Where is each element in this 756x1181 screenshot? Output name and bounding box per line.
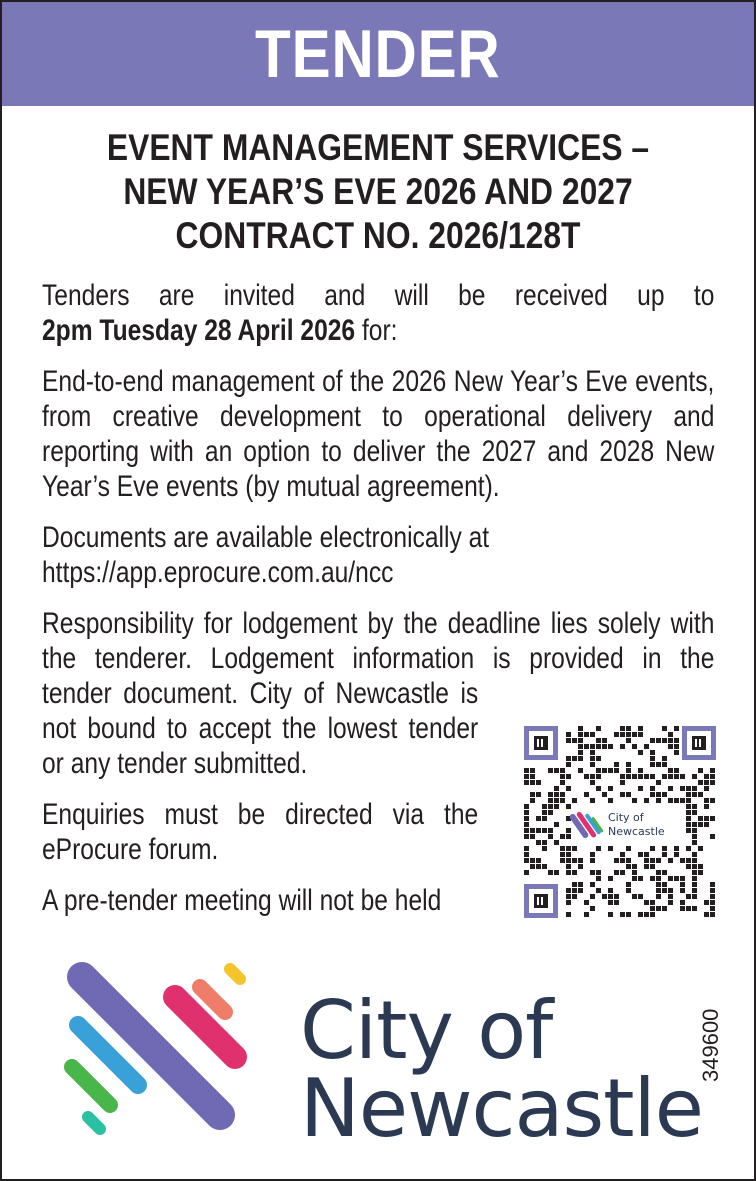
- documents-paragraph: [42, 520, 714, 590]
- responsibility-text-narrow: tender document. City of Newcastle is not bound to accept the lowest tender or any tender submitted.: [42, 677, 479, 780]
- wordmark-line-2: Newcastle: [300, 1062, 703, 1155]
- qr-code-icon[interactable]: [522, 724, 718, 920]
- qr-label-line-2: Newcastle: [608, 825, 665, 838]
- responsibility-text-wide: Responsibility for lodgement by the deadline lies solely with the tenderer. Lodgement information is provided in the: [42, 607, 715, 675]
- invitation-paragraph: [42, 278, 714, 348]
- city-of-newcastle-wordmark: [300, 984, 703, 1155]
- deadline-text: 2pm Tuesday 28 April 2026: [42, 314, 356, 347]
- enquiries-paragraph: Enquiries must be directed via the eProcure forum.: [42, 798, 479, 866]
- tender-headline: [2, 126, 754, 258]
- invitation-intro: Tenders are invited and will be received up to: [42, 279, 715, 312]
- documents-text: Documents are available electronically at: [42, 521, 490, 554]
- banner-title: TENDER: [255, 16, 501, 92]
- tender-banner: [2, 2, 754, 106]
- wordmark-line-1: City of: [300, 984, 553, 1077]
- headline-line-3: CONTRACT NO. 2026/128T: [175, 215, 581, 256]
- qr-label-line-1: City of: [608, 811, 644, 824]
- meeting-paragraph: A pre-tender meeting will not be held: [42, 884, 442, 917]
- scope-paragraph: End-to-end management of the 2026 New Year’s Eve events, from creative development to operational delivery and reporting with an option to deliver the 2027 and 2028 New Year’s Eve events (by mutual agreement).: [42, 365, 715, 503]
- deadline-suffix: for:: [355, 314, 398, 347]
- eprocure-link[interactable]: https://app.eprocure.com.au/ncc: [42, 556, 394, 589]
- city-of-newcastle-logo-icon: [60, 957, 260, 1147]
- headline-line-1: EVENT MANAGEMENT SERVICES –: [106, 127, 650, 168]
- reference-number: 349600: [698, 1008, 723, 1082]
- headline-line-2: NEW YEAR’S EVE 2026 AND 2027: [123, 171, 633, 212]
